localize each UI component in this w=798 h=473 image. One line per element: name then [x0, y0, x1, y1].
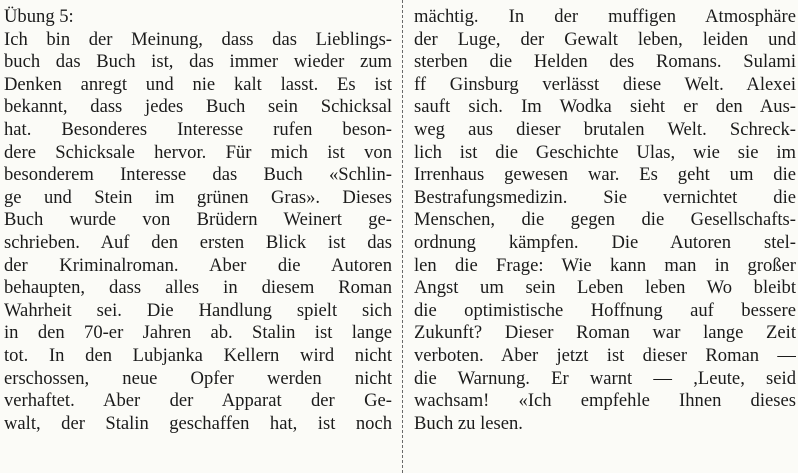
text-line: behaupten, dass alles in diesem Roman: [4, 277, 392, 299]
text-line: der Luge, der Gewalt leben, leiden und: [414, 28, 796, 50]
text-line: der Kriminalroman. Aber die Autoren: [4, 254, 392, 276]
text-line: wachsam! «Ich empfehle Ihnen dieses: [414, 390, 796, 412]
text-line: bekannt, dass jedes Buch sein Schicksal: [4, 96, 392, 118]
text-line: ff Ginsburg verlässt diese Welt. Alexei: [414, 73, 796, 95]
text-line: Buch zu lesen.: [414, 412, 523, 434]
text-line: sauft sich. Im Wodka sieht er den Aus-: [414, 96, 796, 118]
text-line: Buch wurde von Brüdern Weinert ge-: [4, 209, 392, 231]
text-line: Angst um sein Leben leben Wo bleibt: [414, 277, 796, 299]
text-line: len die Frage: Wie kann man in großer: [414, 254, 796, 276]
text-line: sterben die Helden des Romans. Sulami: [414, 51, 796, 73]
text-line: tot. In den Lubjanka Kellern wird nicht: [4, 344, 392, 366]
text-line: Menschen, die gegen die Gesellschafts-: [414, 209, 796, 231]
column-divider: [402, 0, 403, 473]
text-line: weg aus dieser brutalen Welt. Schreck-: [414, 118, 796, 140]
text-line: ge und Stein im grünen Gras». Dieses: [4, 186, 392, 208]
text-line: Bestrafungsmedizin. Sie vernichtet die: [414, 186, 796, 208]
text-line: lich ist die Geschichte Ulas, wie sie im: [414, 141, 796, 163]
text-line: buch das Buch ist, das immer wieder zum: [4, 51, 392, 73]
text-line: Zukunft? Dieser Roman war lange Zeit: [414, 322, 796, 344]
right-text-column: [414, 6, 796, 435]
text-line: walt, der Stalin geschaffen hat, ist noch: [4, 412, 392, 434]
text-line: die Warnung. Er warnt — ,Leute, seid: [414, 367, 796, 389]
text-line: Ich bin der Meinung, dass das Lieblings-: [4, 28, 392, 50]
text-line: verboten. Aber jetzt ist dieser Roman —: [414, 344, 796, 366]
text-line: verhaftet. Aber der Apparat der Ge-: [4, 390, 392, 412]
text-line: Irrenhaus gewesen war. Es geht um die: [414, 164, 796, 186]
text-line: die optimistische Hoffnung auf bessere: [414, 299, 796, 321]
exercise-title: Übung 5:: [4, 6, 74, 27]
text-line: ordnung kämpfen. Die Autoren stel-: [414, 231, 796, 253]
text-line: mächtig. In der muffigen Atmosphäre: [414, 6, 796, 27]
text-line: Denken anregt und nie kalt lasst. Es ist: [4, 73, 392, 95]
text-line: besonderem Interesse das Buch «Schlin-: [4, 164, 392, 186]
left-text-column: [4, 6, 392, 435]
text-line: hat. Besonderes Interesse rufen beson-: [4, 118, 392, 140]
text-line: in den 70-er Jahren ab. Stalin ist lange: [4, 322, 392, 344]
text-line: dere Schicksale hervor. Für mich ist von: [4, 141, 392, 163]
text-line: schrieben. Auf den ersten Blick ist das: [4, 231, 392, 253]
text-line: Wahrheit sei. Die Handlung spielt sich: [4, 299, 392, 321]
text-line: erschossen, neue Opfer werden nicht: [4, 367, 392, 389]
